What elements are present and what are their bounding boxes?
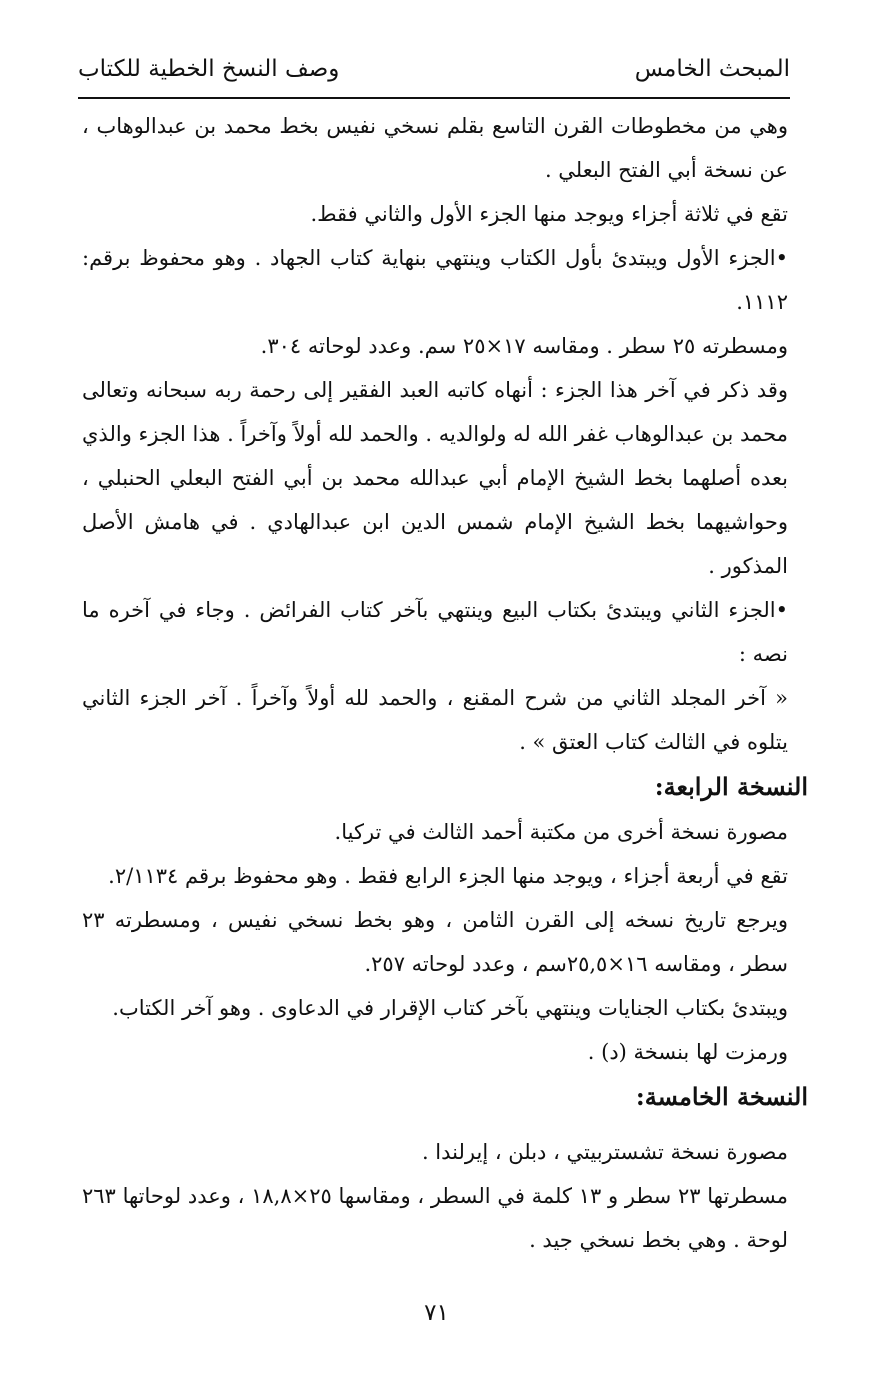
page-number: ٧١ — [424, 1300, 449, 1326]
paragraph: ويرجع تاريخ نسخه إلى القرن الثامن ، وهو بخط نسخي نفيس ، ومسطرته ٢٣ سطر ، ومقاسه ١٦×٢٥,٥سم ، وعدد لوحاته ٢٥٧. — [82, 908, 788, 976]
paragraph: مصورة نسخة أخرى من مكتبة أحمد الثالث في تركيا. — [334, 820, 788, 844]
section-heading-4: النسخة الرابعة: — [654, 772, 808, 801]
chapter-title: وصف النسخ الخطية للكتاب — [78, 56, 340, 82]
paragraph: مصورة نسخة تشستربيتي ، دبلن ، إيرلندا . — [421, 1140, 788, 1164]
paragraph: تقع في ثلاثة أجزاء ويوجد منها الجزء الأول والثاني فقط. — [310, 202, 788, 226]
section-heading-5: النسخة الخامسة: — [635, 1082, 808, 1111]
paragraph: تقع في أربعة أجزاء ، ويوجد منها الجزء الرابع فقط . وهو محفوظ برقم ٢/١١٣٤. — [108, 864, 788, 888]
paragraph: وقد ذكر في آخر هذا الجزء : أنهاه كاتبه العبد الفقير إلى رحمة ربه سبحانه وتعالى محمد بن عبدالوهاب غفر الله له ولوالديه . والحمد لله أولاً وآخراً . هذا الجزء والذي بعده أصلهما بخط الشيخ الإمام أبي عبدالله محمد بن أبي الفتح البعلي الحنبلي ، وحواشيهما بخط الشيخ الإمام شمس الدين ابن عبدالهادي . في هامش الأصل المذكور . — [82, 378, 788, 578]
paragraph: وهي من مخطوطات القرن التاسع بقلم نسخي نفيس بخط محمد بن عبدالوهاب ، عن نسخة أبي الفتح البعلي . — [82, 114, 788, 182]
quoted-paragraph: « آخر المجلد الثاني من شرح المقنع ، والحمد لله أولاً وآخراً . آخر الجزء الثاني يتلوه في الثالث كتاب العتق » . — [82, 686, 788, 754]
header-divider — [78, 97, 790, 99]
section-label: المبحث الخامس — [634, 56, 790, 82]
paragraph: مسطرتها ٢٣ سطر و ١٣ كلمة في السطر ، ومقاسها ٢٥×١٨,٨ ، وعدد لوحاتها ٢٦٣ لوحة . وهي بخط نسخي جيد . — [82, 1184, 789, 1252]
paragraph: •الجزء الثاني ويبتدئ بكتاب البيع وينتهي بآخر كتاب الفرائض . وجاء في آخره ما نصه : — [82, 598, 788, 666]
running-header — [78, 50, 790, 94]
paragraph: ويبتدئ بكتاب الجنايات وينتهي بآخر كتاب الإقرار في الدعاوى . وهو آخر الكتاب. — [112, 996, 788, 1020]
page-body — [82, 104, 808, 1262]
paragraph: ومسطرته ٢٥ سطر . ومقاسه ١٧×٢٥ سم. وعدد لوحاته ٣٠٤. — [260, 334, 788, 358]
paragraph: •الجزء الأول ويبتدئ بأول الكتاب وينتهي بنهاية كتاب الجهاد . وهو محفوظ برقم: ١١١٢. — [82, 246, 788, 314]
paragraph: ورمزت لها بنسخة (د) . — [587, 1040, 788, 1064]
